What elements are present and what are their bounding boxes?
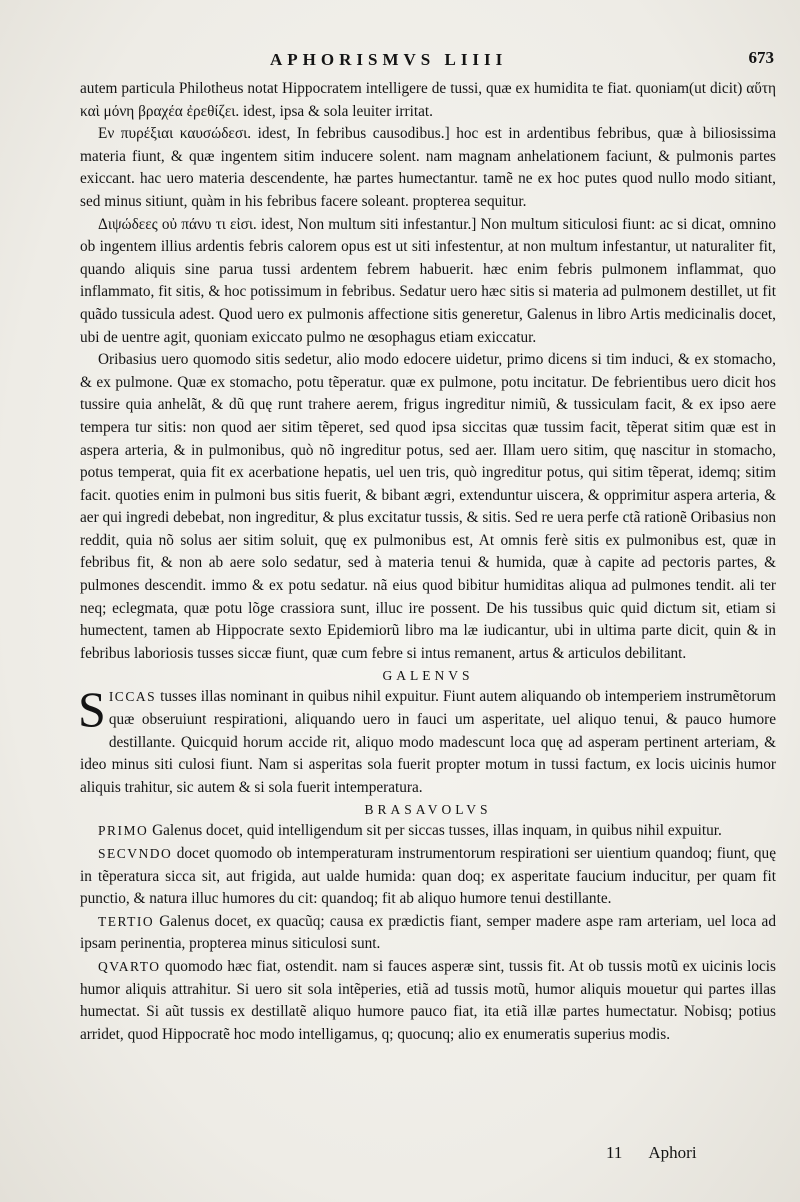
paragraph: Διψώδεες οὐ πάνυ τι εἰσι. idest, Non multum siti infestantur.] Non multum siticulosi fiunt: ac si dicat, omnino ob ingentem illius ardentis febris calorem opus est ut siti infestentur, at non multum infestantur, ut naturaliter fit, quando aliquis sine parua tussi ardentem febrem habuerit. hæc enim febris pulmonem inflammat, quo inflammato, fit sitis, & hoc potissimum in febribus. Sedatur uero hæc sitis si materia ad pulmonem destillet, ut fit quãdo tussicula adest. Quod uero ex pulmonis affectione sitis generetur, Galenus in libro Artis medicinalis docet, ubi de uentre agit, quoniam exiccato pulmo ne œsophagus etiam exiccatur. <box>80 215 776 346</box>
lead-word: TERTIO <box>98 913 155 929</box>
paragraph: Oribasius uero quomodo sitis sedetur, alio modo edocere uidetur, primo dicens si tim induci, & ex stomacho, & ex pulmone. Quæ ex stomacho, potu tẽperatur. quæ ex pulmone, potu incitatur. De febrientibus uero dicit hos tussire quia anhelãt, & dũ quę runt trahere aerem, frigus ingreditur nimiũ, & tussiculam facit, & ex ipso aere tempera tur sitis: non quod aer sitim tẽperet, sed quod ipsa siccitas quæ tussim facit, tẽperat sitim quæ est in aspera arteria, & in pulmonibus, quò nõ ingreditur potus, sed aer. Illam uero sitim, quę nascitur in stomacho, potus temperat, quia fit ex acerbatione hepatis, uel uen tris, quò ingreditur potus, qui sitim tẽperat, idemq; sitim facit. quoties enim in pulmoni bus sitis fuerit, & bibant ægri, extenduntur uiscera, & opprimitur aspera arteria, & aer qui ingredi debebat, non ingreditur, & plus excitatur tussis, & sitis. Sed re uera perfe ctã rationẽ Oribasius non reddit, quia nõ solus aer sitim soluit, quę ex pulmonibus est, At omnis ferè sitis ex pulmonibus est, quæ in febribus fit, & non ab aere solo sedatur, sed à materia tenui & humida, quæ à capite ad pectoris partes, & pulmones descendit. immo & ex potu sedatur. nã eius quod bibitur humiditas aliqua ad pulmones tendit. ali ter neq; eclegmata, quæ potu lõge crassiora sunt, illuc ire possent. De his tussibus quic quid dictum sit, etiam si humectent, tamen ab Hippocrate sexto Epidemiorũ libro ma læ iudicantur, ubi in ultima parte dicit, quin & in febribus laboriosis tusses siccæ fiunt, quæ cum febre si intus remanent, artus & articulos debilitant. <box>80 351 776 662</box>
commentary-item <box>80 956 776 1046</box>
commentary-item <box>80 911 776 956</box>
lead-word: PRIMO <box>98 823 149 839</box>
running-title: APHORISMVS LIIII <box>270 50 508 69</box>
commentary-text: docet quomodo ob intemperaturam instrumentorum respirationi ser uientium quandoq; fiunt, quę in tẽperatura sicca sit, aut frigida, aut ualde humida: quan doq; ex asperitate faucium inducitur, per quam fit punctio, & natura illuc humores du cit: quandoq; fit ab aliquo humore tenui destillante. <box>80 845 776 908</box>
paragraph: Εν πυρέξιαι καυσώδεσι. idest, In febribus causodibus.] hoc est in ardentibus febribus, quæ à biliosissima materia fiunt, & quæ ingentem sitim inducere solent. nam magnam anhelationem faciunt, & pulmonis partes exiccant. hac uero materia descendente, hæ partes humectantur. tamẽ ne ex hoc putes quod nullo modo sitiant, sed minus sitiunt, quàm in his febribus facere soleant. propterea sequitur. <box>80 125 776 210</box>
page-number: 673 <box>748 48 774 67</box>
commentary-text: Galenus docet, ex quacũq; causa ex prædictis fiant, semper madere aspe ram arteriam, uel loca ad ipsam perinentia, propterea minus siticulosi sunt. <box>80 912 776 953</box>
catchword: Aphori <box>648 1143 697 1162</box>
running-head <box>80 48 776 76</box>
lead-word: ICCAS <box>108 689 157 705</box>
commentary-text: quomodo hæc fiat, ostendit. nam si fauces asperæ sint, tussis fit. At ob tussis motũ ex uicinis locis humor aliquis attrahitur. Si uero sit sola intẽperies, etiã ad tussis motũ, humor aliquis mouetur qui partes illas humectat. Si aũt tussis ex destillatẽ aliquo humore pauco fiat, ita etiã illæ partes humectatur. Nobisq; potius arridet, quod Hippocratẽ hoc modo intelligamus, q; quocunq; alio ex enumeratis superius modis. <box>80 957 776 1043</box>
commentary-text: tusses illas nominant in quibus nihil expuitur. Fiunt autem aliquando ob intemperiem instrumẽtorum quæ obseruiunt respirationi, aliquando uero in fauci um asperitate, uel aliquo tenui, & pauco humore destillante. Quicquid horum accide rit, aliquo modo madescunt loca quę ad asperam pertinent arteriam, & ideo minus siti culosi fiunt. Nam si asperitas sola fuerit propter motum in tussi factum, ex locis uicinis humor aliquis trahitur, sic autem & si sola fuerit intemperatura. <box>80 688 776 796</box>
commentary-item <box>80 843 776 911</box>
signature-mark: 11 <box>606 1143 623 1162</box>
paragraph: autem particula Philotheus notat Hippocratem intelligere de tussi, quæ ex humidita te fiat. quoniam(ut dicit) αὕτη καὶ μόνη βραχέα ἐρεθίζει. idest, ipsa & sola leuiter irritat. <box>80 80 776 120</box>
lead-word: QVARTO <box>98 958 161 974</box>
commentary-item <box>80 820 776 843</box>
section-heading-galenus: GALENVS <box>382 668 474 684</box>
galenus-commentary <box>78 681 776 799</box>
catchword-line <box>580 1142 697 1164</box>
section-heading-brasavolus: BRASAVOLVS <box>364 802 492 818</box>
body-text <box>80 78 776 1046</box>
lead-word: SECVNDO <box>98 846 173 861</box>
drop-capital: S <box>78 681 106 738</box>
commentary-text: Galenus docet, quid intelligendum sit per siccas tusses, illas inquam, in quibus nihil expuitur. <box>148 822 722 840</box>
